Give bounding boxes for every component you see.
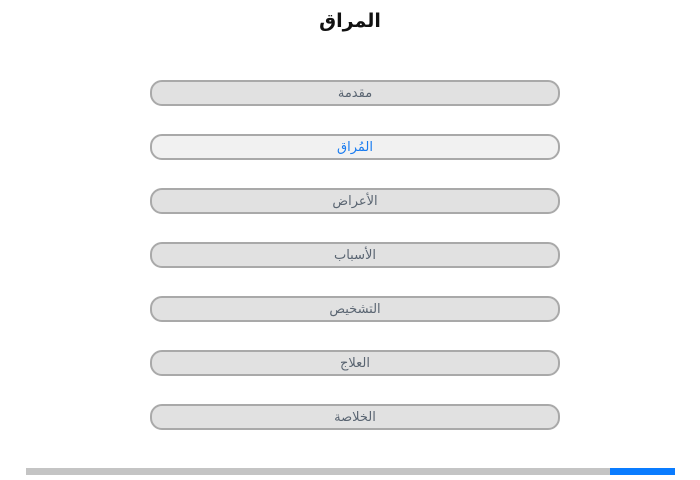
menu-item-1[interactable]: مقدمة	[150, 80, 560, 106]
topic-menu	[150, 80, 560, 430]
progress-bar[interactable]	[26, 468, 675, 475]
progress-bar-fill	[610, 468, 675, 475]
page-title: المراق	[319, 10, 381, 32]
menu-item-5[interactable]: التشخيص	[150, 296, 560, 322]
menu-item-7[interactable]: الخلاصة	[150, 404, 560, 430]
menu-item-2[interactable]: المُراق	[150, 134, 560, 160]
menu-item-4[interactable]: الأسباب	[150, 242, 560, 268]
menu-item-6[interactable]: العلاج	[150, 350, 560, 376]
menu-item-3[interactable]: الأعراض	[150, 188, 560, 214]
